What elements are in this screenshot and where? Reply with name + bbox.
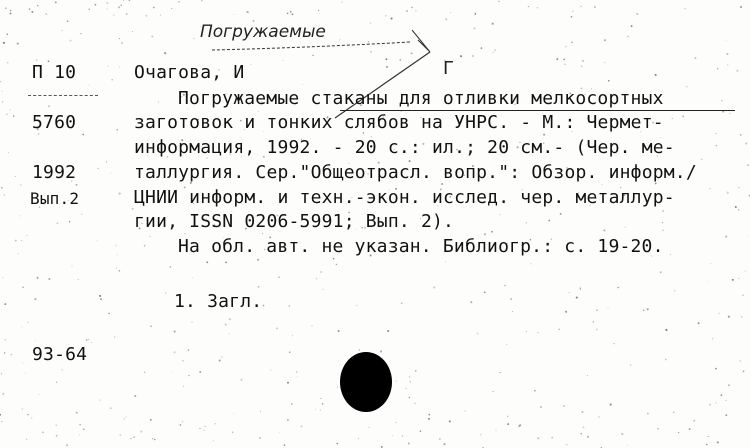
handwritten-note: Погружаемые [200, 22, 326, 42]
accession-number: 93-64 [32, 344, 88, 365]
note-line: На обл. авт. не указан. Библиогр.: с. 19-20. [178, 236, 664, 257]
issue: Вып.2 [30, 189, 80, 208]
body-line: Погружаемые стаканы для отливки мелкосортных [178, 88, 664, 109]
subject-entry: 1. Загл. [174, 291, 263, 312]
year: 1992 [32, 162, 77, 183]
body-line: ЦНИИ информ. и техн.-экон. исслед. чер. металлур- [134, 187, 675, 208]
body-line: заготовок и тонких слябов на УНРС. - М.: Чермет- [134, 112, 664, 133]
author-line: Очагова, И [134, 62, 245, 83]
card-number: 5760 [32, 112, 77, 133]
body-line: гии, ISSN 0206-5991; Вып. 2). [134, 211, 455, 232]
body-line: таллургия. Сер."Общеотрасл. вопр.": Обзор. информ./ [134, 162, 697, 183]
shelf-code: П 10 [32, 62, 77, 83]
body-line: информация, 1992. - 20 с.: ил.; 20 см.- (Чер. ме- [134, 137, 675, 158]
title-underline [340, 110, 735, 111]
handwritten-letter: Г [443, 58, 454, 79]
punch-hole [340, 352, 392, 412]
shelf-code-rule [28, 95, 98, 96]
